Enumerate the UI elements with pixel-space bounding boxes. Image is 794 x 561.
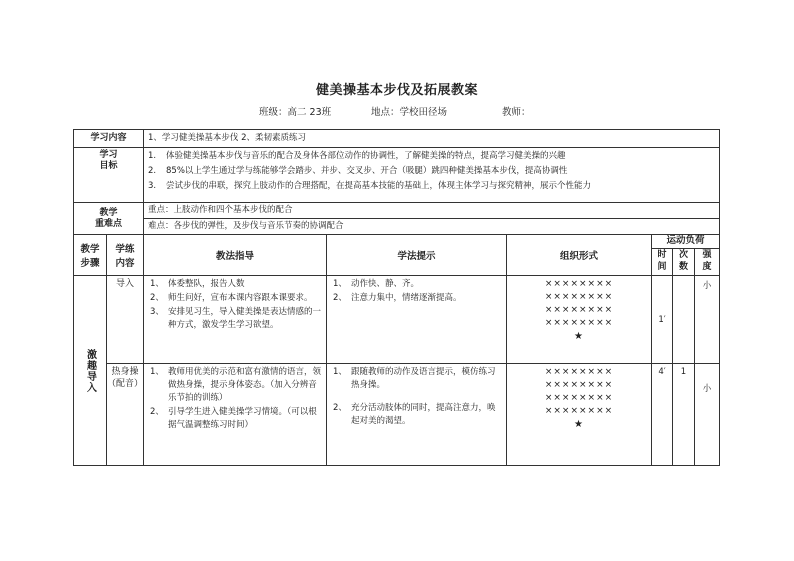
content-text: 1、学习健美操基本步伐 2、柔韧素质练习 [144, 130, 720, 148]
row-formation [507, 276, 652, 364]
goal-item [148, 164, 715, 179]
row-content-line2: （配音） [107, 379, 144, 389]
row-hint [327, 364, 507, 466]
header-time-line1: 时 [657, 250, 667, 260]
step-number: 2、 [333, 403, 347, 413]
header-hint: 学法提示 [327, 235, 507, 276]
header-count-line2: 数 [679, 262, 689, 272]
step-text: 注意力集中，情绪逐渐提高。 [351, 293, 462, 303]
formation-line: ×××××××× [544, 305, 614, 315]
formation-line: ×××××××× [544, 406, 614, 416]
step-number: 1、 [150, 279, 164, 289]
header-content [107, 235, 144, 276]
step-text: 充分活动肢体的同时，提高注意力，唤起对美的渴望。 [351, 403, 496, 426]
header-form: 组织形式 [507, 235, 652, 276]
class-info: 班级：高二 23班 [259, 107, 332, 118]
header-count [673, 249, 695, 276]
hint-step [333, 292, 502, 305]
step-number: 1、 [333, 279, 347, 289]
row-time: 4′ [652, 364, 673, 466]
goal-number: 1. [148, 151, 157, 161]
stage-name: 激趣导入 [84, 348, 96, 393]
keypoints-label [74, 203, 144, 235]
step-number: 1、 [333, 367, 347, 377]
keypoints-row [74, 203, 720, 219]
step-number: 3、 [150, 307, 164, 317]
header-intensity-line2: 度 [702, 262, 712, 272]
row-content-line1: 热身操 [111, 367, 139, 377]
lesson-plan-table [73, 129, 720, 466]
header-count-line1: 次 [679, 250, 689, 260]
goals-label-line1: 学习 [99, 150, 118, 160]
header-step [74, 235, 107, 276]
step-number: 2、 [150, 293, 164, 303]
guide-step [150, 406, 322, 432]
row-time: 1′ [652, 276, 673, 364]
step-text: 安排见习生，导入健美操是表达情感的一种方式，激发学生学习欲望。 [168, 307, 322, 330]
header-intensity-line1: 强 [702, 250, 712, 260]
row-content [107, 276, 144, 364]
formation-line: ×××××××× [544, 318, 614, 328]
guide-step [150, 306, 322, 332]
teacher-star-icon: ★ [574, 419, 584, 430]
formation-line: ×××××××× [544, 393, 614, 403]
content-row [74, 130, 720, 148]
step-number: 2、 [150, 407, 164, 417]
row-guide [144, 276, 327, 364]
difficulty-text: 难点：各步伐的弹性，及步伐与音乐节奏的协调配合 [144, 219, 720, 235]
page-title: 健美操基本步伐及拓展教案 [315, 83, 478, 98]
header-time [652, 249, 673, 276]
goal-number: 2. [148, 166, 157, 176]
formation-line: ×××××××× [544, 367, 614, 377]
row-content-line1: 导入 [116, 279, 135, 289]
goal-item [148, 149, 715, 164]
step-text: 教师用优美的示范和富有激情的语言，领做热身操，提示身体姿态。（加入分辨音乐节拍的训练） [168, 367, 322, 403]
keypoints-label-line1: 教学 [99, 207, 118, 218]
table-row [74, 276, 720, 364]
header-content-line2: 内容 [115, 258, 135, 269]
teacher-star-icon: ★ [574, 331, 584, 342]
row-count [673, 276, 695, 364]
step-number: 1、 [150, 367, 164, 377]
guide-step [150, 278, 322, 291]
hint-step [333, 402, 502, 428]
goals-row [74, 148, 720, 203]
goal-text: 尝试步伐的串联，探究上肢动作的合理搭配，在提高基本技能的基础上，体现主体学习与探究精神，展示个性能力 [166, 181, 592, 191]
goal-number: 3. [148, 181, 157, 191]
header-content-line1: 学练 [115, 244, 135, 255]
header-step-line1: 教学 [80, 244, 100, 255]
row-formation [507, 364, 652, 466]
content-label: 学习内容 [74, 130, 144, 148]
goal-item [148, 179, 715, 194]
formation-line: ×××××××× [544, 292, 614, 302]
teacher-info: 教师： [502, 107, 531, 118]
table-header-row [74, 235, 720, 249]
key-point-text: 重点：上肢动作和四个基本步伐的配合 [144, 203, 720, 219]
step-number: 2、 [333, 293, 347, 303]
goal-text: 体验健美操基本步伐与音乐的配合及身体各部位动作的协调性，了解健美操的特点，提高学习健美操的兴趣 [166, 151, 566, 161]
row-count: 1 [673, 364, 695, 466]
goals-label [74, 148, 144, 203]
keypoints-label-line2: 重难点 [95, 218, 123, 229]
hint-step [333, 278, 502, 291]
step-text: 跟随教师的动作及语言提示，模仿练习热身操。 [351, 367, 496, 390]
guide-step [150, 366, 322, 405]
row-intensity: 小 [695, 276, 720, 364]
step-text: 师生问好，宣布本课内容跟本课要求。 [168, 293, 313, 303]
goal-text: 85%以上学生通过学与练能够学会踏步、并步、交叉步、开合（吸腿）跳四种健美操基本步伐，提高协调性 [166, 166, 568, 176]
row-content [107, 364, 144, 466]
row-guide [144, 364, 327, 466]
stage-cell [74, 276, 107, 466]
goals-list [144, 148, 720, 203]
goals-label-line2: 目标 [99, 161, 118, 171]
header-step-line2: 步骤 [80, 258, 100, 269]
header-load: 运动负荷 [652, 235, 720, 249]
step-text: 动作快、静、齐。 [351, 279, 420, 289]
header-intensity [695, 249, 720, 276]
location-info: 地点：学校田径场 [371, 107, 448, 118]
table-row [74, 364, 720, 466]
formation-line: ×××××××× [544, 380, 614, 390]
step-text: 体委整队，报告人数 [168, 279, 245, 289]
guide-step [150, 292, 322, 305]
row-hint [327, 276, 507, 364]
step-text: 引导学生进入健美操学习情境。（可以根据气温调整练习时间） [168, 407, 317, 430]
formation-line: ×××××××× [544, 279, 614, 289]
hint-step [333, 366, 502, 392]
difficulty-row [74, 219, 720, 235]
header-time-line2: 间 [657, 262, 667, 272]
row-intensity: 小 [695, 364, 720, 466]
header-guide: 教法指导 [144, 235, 327, 276]
